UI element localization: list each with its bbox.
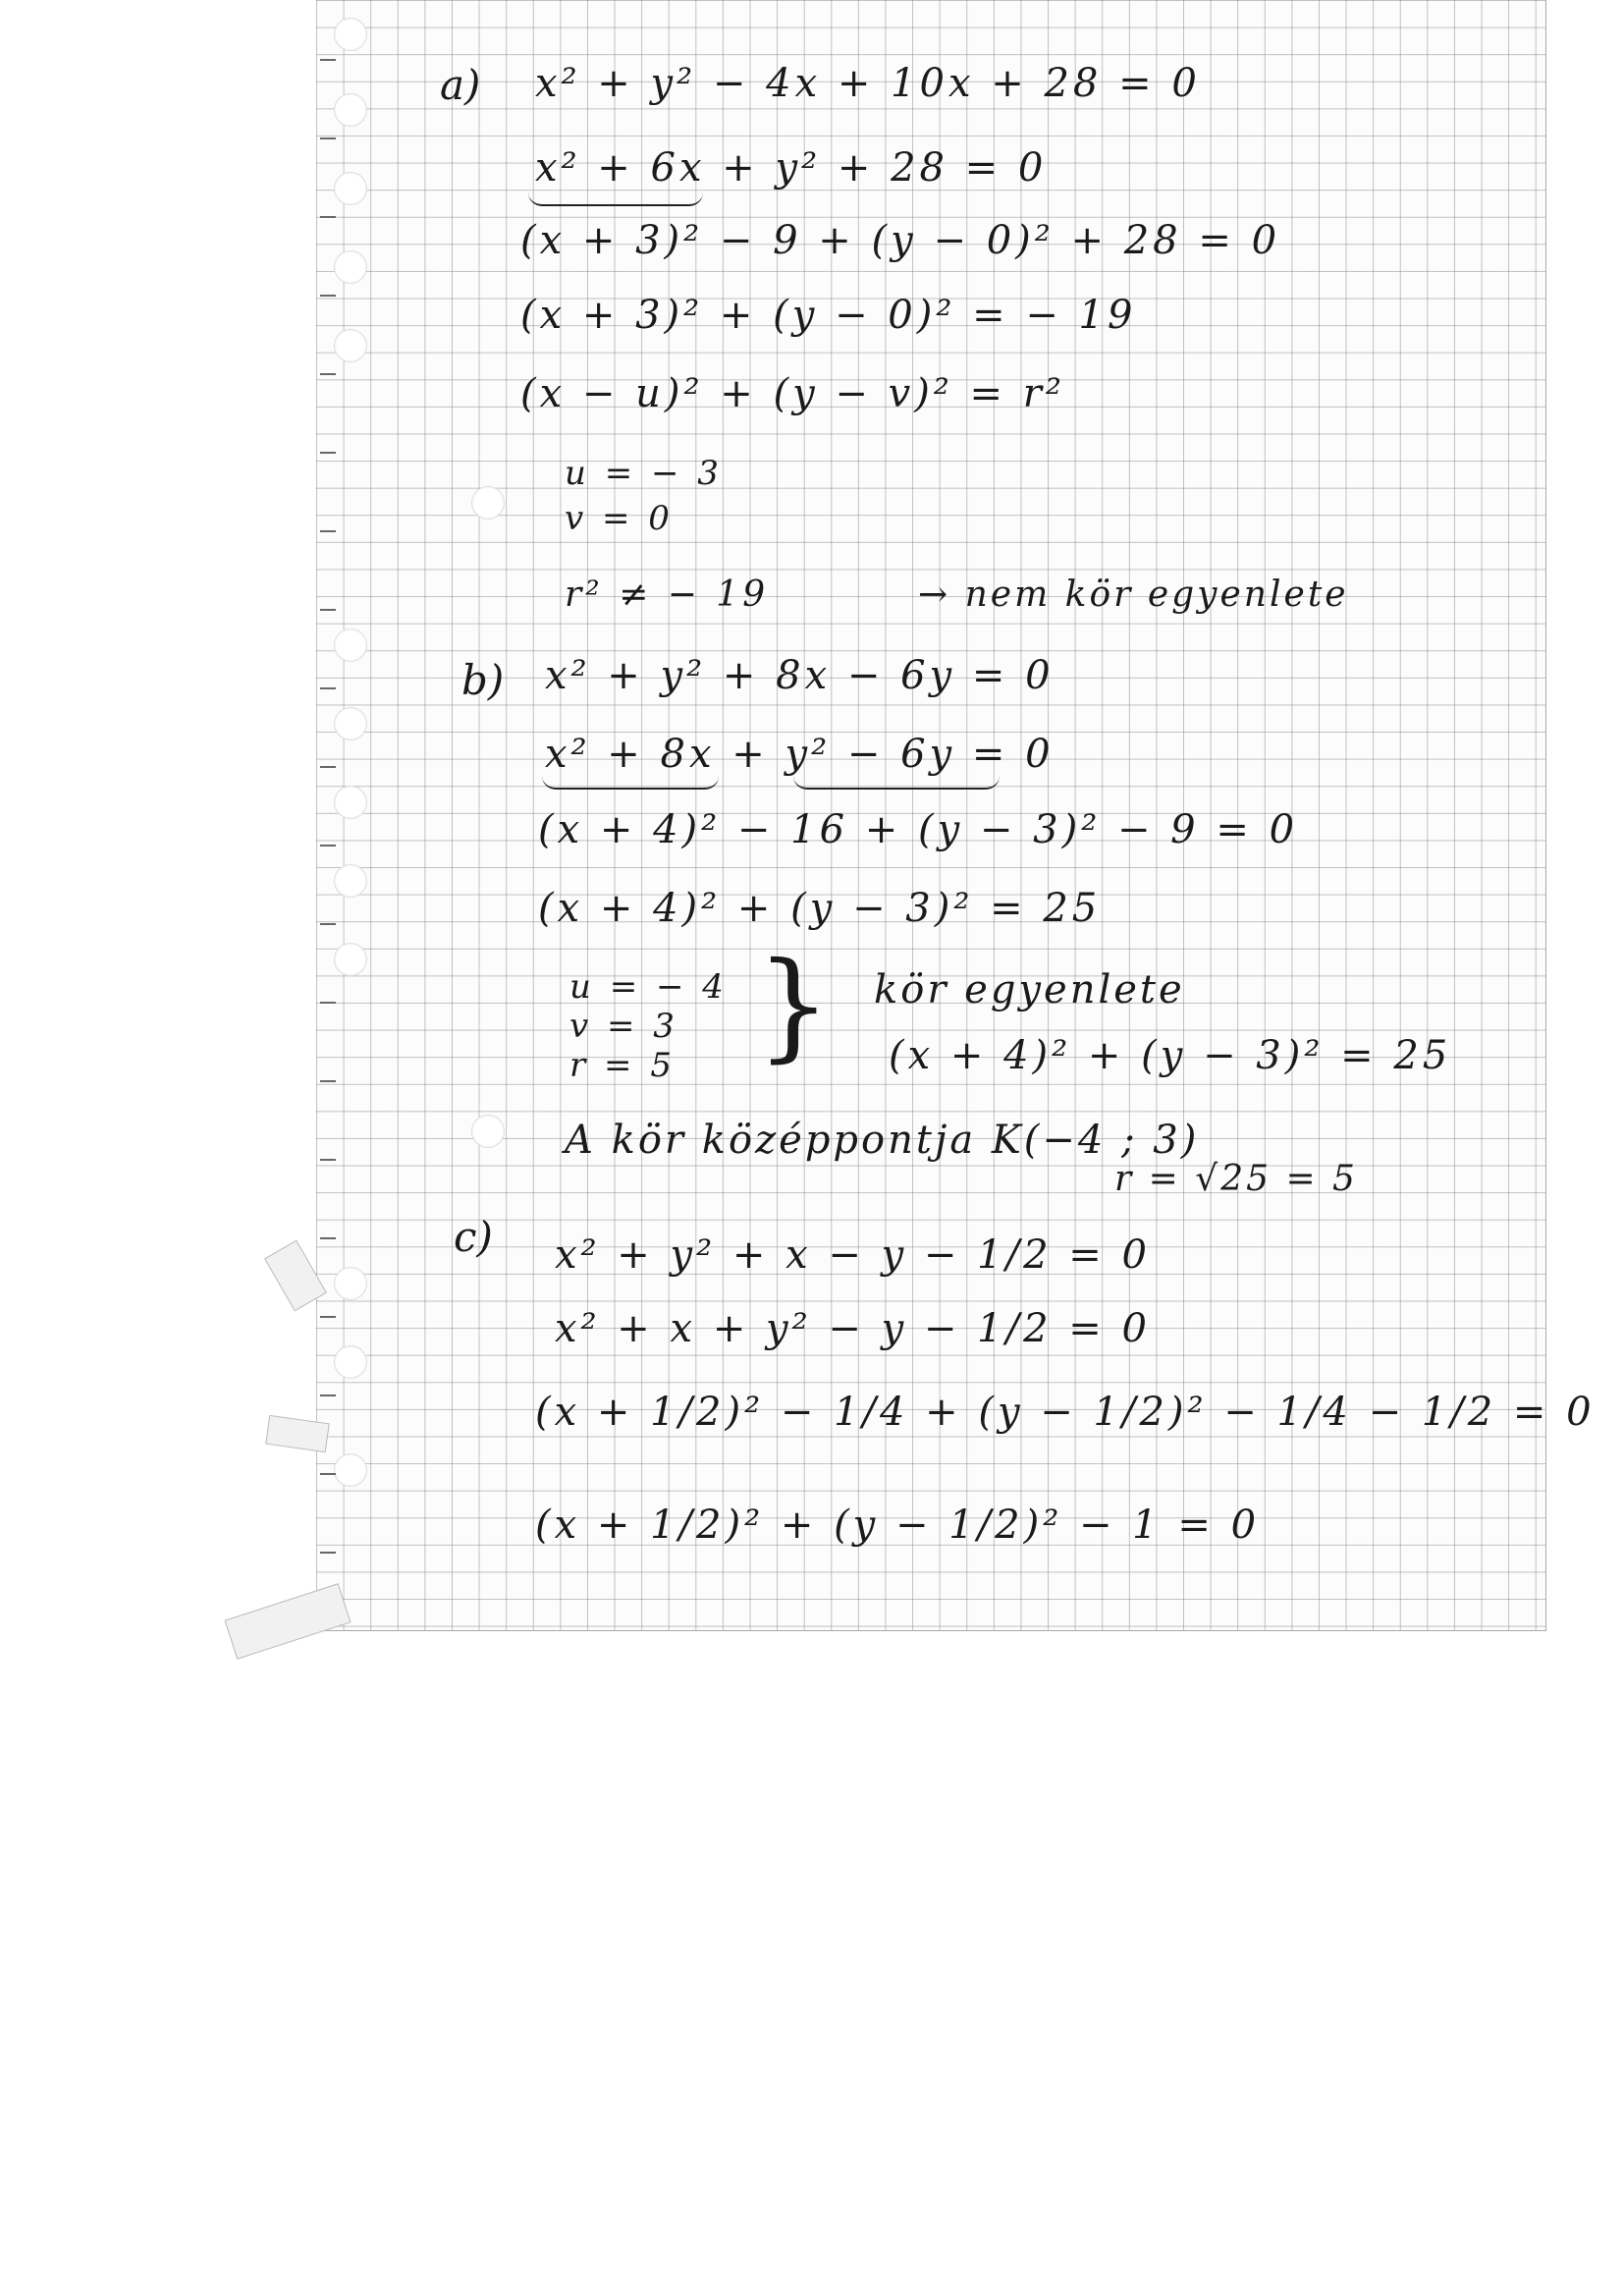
part-b-line-5: u = − 4 — [569, 967, 728, 1007]
punch-hole — [334, 250, 367, 284]
part-b-underbrace-y — [793, 776, 1000, 790]
punch-hole — [334, 943, 367, 976]
punch-hole — [334, 1267, 367, 1300]
binding-tick — [320, 373, 336, 375]
punch-hole — [334, 707, 367, 740]
punch-hole — [334, 786, 367, 819]
part-b-line-6: v = 3 — [569, 1007, 678, 1046]
binding-tick — [320, 845, 336, 847]
binding-tick — [320, 1159, 336, 1161]
part-b-conclusion-equation: (x + 4)² + (y − 3)² = 25 — [889, 1033, 1452, 1078]
binding-tick — [320, 530, 336, 532]
binding-tick — [320, 1316, 336, 1318]
binding-tick — [320, 1552, 336, 1554]
part-b-radius-text: r = √25 = 5 — [1114, 1159, 1358, 1199]
punch-hole — [334, 329, 367, 362]
part-c-line-3: (x + 1/2)² − 1/4 + (y − 1/2)² − 1/4 − 1/2 = 0 — [535, 1390, 1596, 1435]
part-c-line-4: (x + 1/2)² + (y − 1/2)² − 1 = 0 — [535, 1503, 1261, 1548]
punch-hole — [471, 486, 505, 519]
part-a-line-6: u = − 3 — [565, 454, 723, 493]
part-b-label: b) — [461, 656, 505, 704]
binding-tick — [320, 1080, 336, 1082]
part-b-brace: } — [756, 938, 832, 1074]
part-b-line-2: x² + 8x + y² − 6y = 0 — [545, 732, 1055, 777]
part-a-underbrace — [528, 192, 703, 206]
part-c-label: c) — [454, 1213, 493, 1261]
binding-tick — [320, 687, 336, 689]
binding-tick — [320, 766, 336, 768]
binding-tick — [320, 1394, 336, 1396]
binding-tick — [320, 923, 336, 925]
punch-hole — [334, 864, 367, 898]
punch-hole — [471, 1115, 505, 1148]
part-b-line-4: (x + 4)² + (y − 3)² = 25 — [538, 886, 1102, 931]
part-a-line-7: v = 0 — [565, 499, 674, 538]
part-a-line-5: (x − u)² + (y − v)² = r² — [520, 371, 1065, 416]
punch-hole — [334, 1453, 367, 1487]
part-c-line-2: x² + x + y² − y − 1/2 = 0 — [555, 1306, 1151, 1351]
binding-tick — [320, 59, 336, 61]
binding-tick — [320, 137, 336, 139]
punch-hole — [334, 629, 367, 662]
torn-edge-fragment — [224, 1583, 351, 1660]
part-a-line-1: x² + y² − 4x + 10x + 28 = 0 — [535, 61, 1201, 106]
binding-tick — [320, 1002, 336, 1004]
part-c-line-1: x² + y² + x − y − 1/2 = 0 — [555, 1232, 1151, 1278]
part-a-line-3: (x + 3)² − 9 + (y − 0)² + 28 = 0 — [520, 218, 1281, 263]
punch-hole — [334, 93, 367, 127]
part-a-line-4: (x + 3)² + (y − 0)² = − 19 — [520, 293, 1137, 338]
part-a-line-8: r² ≠ − 19 — [565, 574, 770, 615]
binding-tick — [320, 216, 336, 218]
part-b-conclusion-title: kör egyenlete — [874, 967, 1185, 1012]
part-b-underbrace-x — [542, 776, 719, 790]
binding-tick — [320, 609, 336, 611]
punch-hole — [334, 18, 367, 51]
part-a-conclusion: → nem kör egyenlete — [918, 574, 1349, 615]
binding-tick — [320, 295, 336, 297]
binding-tick — [320, 452, 336, 454]
part-b-line-7: r = 5 — [569, 1046, 676, 1085]
binding-tick — [320, 1473, 336, 1475]
part-a-label: a) — [440, 61, 481, 109]
part-b-line-3: (x + 4)² − 16 + (y − 3)² − 9 = 0 — [538, 807, 1299, 852]
part-b-line-1: x² + y² + 8x − 6y = 0 — [545, 653, 1055, 698]
punch-hole — [334, 172, 367, 205]
part-a-line-2: x² + 6x + y² + 28 = 0 — [535, 145, 1048, 191]
part-b-center-text: A kör középpontja K(−4 ; 3) — [565, 1118, 1200, 1163]
punch-hole — [334, 1345, 367, 1379]
binding-tick — [320, 1237, 336, 1239]
